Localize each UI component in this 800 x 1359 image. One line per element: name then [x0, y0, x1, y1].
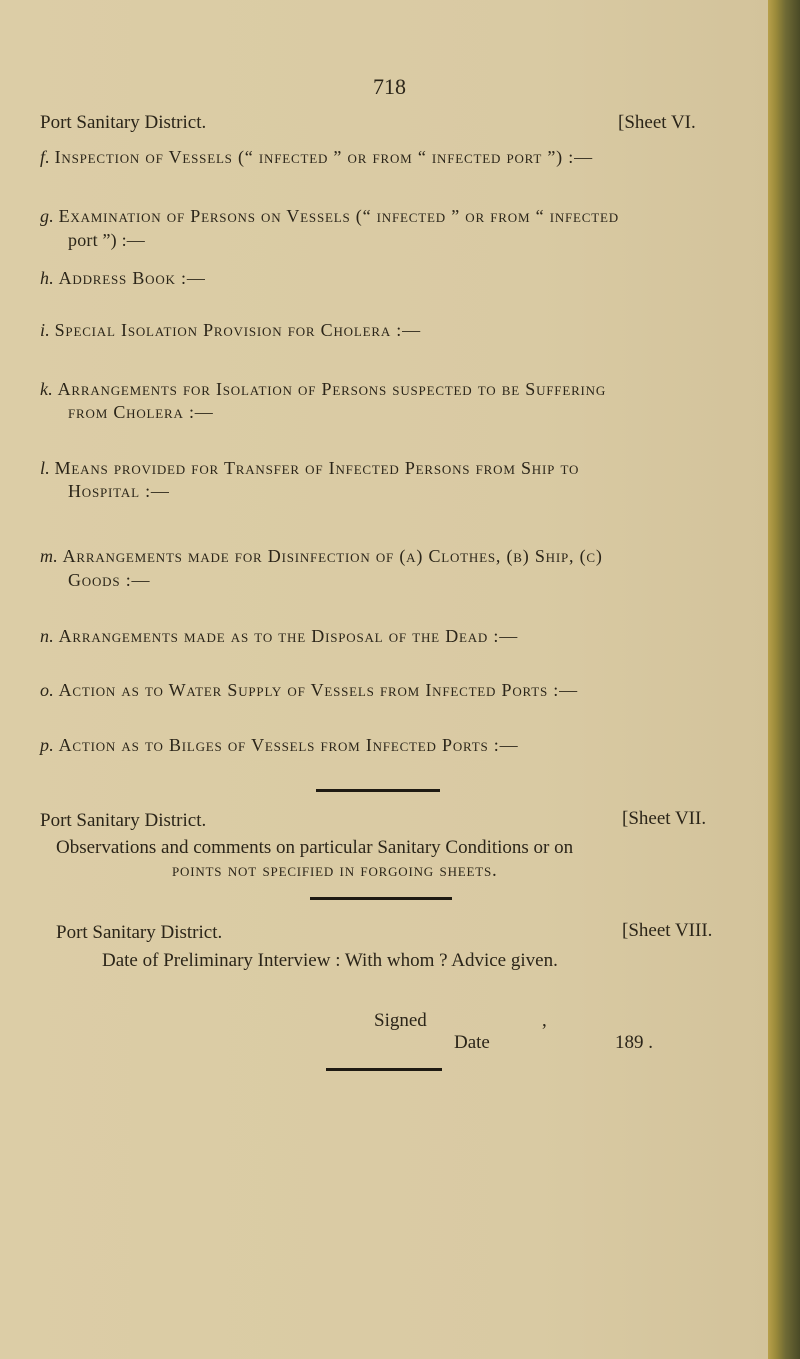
item-letter: g.	[40, 206, 54, 226]
sheet6-district: Port Sanitary District.	[40, 112, 207, 133]
item-letter: i.	[40, 320, 50, 340]
sheet7-label: [Sheet VII.	[622, 808, 707, 829]
item-text: Means provided for Transfer of Infected Persons from Ship to	[54, 458, 580, 478]
item-text: Arrangements for Isolation of Persons suspected to be Suffering	[57, 379, 607, 399]
item-k	[40, 379, 606, 400]
item-letter: o.	[40, 680, 54, 700]
item-letter: h.	[40, 268, 54, 288]
signed-comma: ,	[542, 1010, 547, 1031]
item-letter: m.	[40, 546, 58, 566]
item-text: Special Isolation Provision for Cholera :—	[54, 320, 421, 340]
item-o	[40, 680, 578, 701]
item-k-cont: from Cholera :—	[68, 402, 214, 422]
divider-rule	[316, 789, 440, 792]
item-h	[40, 268, 206, 289]
item-g-cont: port ”) :—	[68, 230, 145, 250]
page-number: 718	[373, 74, 406, 99]
item-l-cont: Hospital :—	[68, 481, 170, 501]
sheet7-district: Port Sanitary District.	[40, 810, 207, 831]
year-label: 189 .	[615, 1032, 653, 1053]
item-text: Address Book :—	[58, 268, 206, 288]
sheet6-label: [Sheet VI.	[618, 112, 696, 133]
sheet7-points: points not specified in forgoing sheets.	[172, 860, 498, 881]
item-p	[40, 735, 518, 756]
item-letter: l.	[40, 458, 50, 478]
item-text: Action as to Water Supply of Vessels from Infected Ports :—	[58, 680, 578, 700]
item-i	[40, 320, 421, 341]
item-m	[40, 546, 603, 567]
item-f	[40, 147, 593, 168]
sheet8-district: Port Sanitary District.	[56, 922, 223, 943]
item-text: Arrangements made as to the Disposal of the Dead :—	[58, 626, 519, 646]
item-letter: n.	[40, 626, 54, 646]
item-letter: p.	[40, 735, 54, 755]
page-edge	[768, 0, 800, 1359]
divider-rule	[326, 1068, 442, 1071]
item-letter: f.	[40, 147, 50, 167]
item-l	[40, 458, 579, 479]
sheet8-label: [Sheet VIII.	[622, 920, 713, 941]
item-text: Arrangements made for Disinfection of (a) Clothes, (b) Ship, (c)	[62, 546, 603, 566]
item-text: Action as to Bilges of Vessels from Infected Ports :—	[58, 735, 519, 755]
item-text: Inspection of Vessels (“ infected ” or from “ infected port ”) :—	[54, 147, 593, 167]
date-label: Date	[454, 1032, 490, 1053]
item-m-cont: Goods :—	[68, 570, 151, 590]
sheet7-observations: Observations and comments on particular Sanitary Conditions or on	[56, 837, 574, 858]
sheet8-preliminary-interview: Date of Preliminary Interview : With whom ? Advice given.	[102, 950, 558, 971]
item-letter: k.	[40, 379, 53, 399]
divider-rule	[310, 897, 452, 900]
signed-label: Signed	[374, 1010, 427, 1031]
item-text: Examination of Persons on Vessels (“ infected ” or from “ infected	[58, 206, 619, 226]
item-g	[40, 206, 619, 227]
item-n	[40, 626, 518, 647]
